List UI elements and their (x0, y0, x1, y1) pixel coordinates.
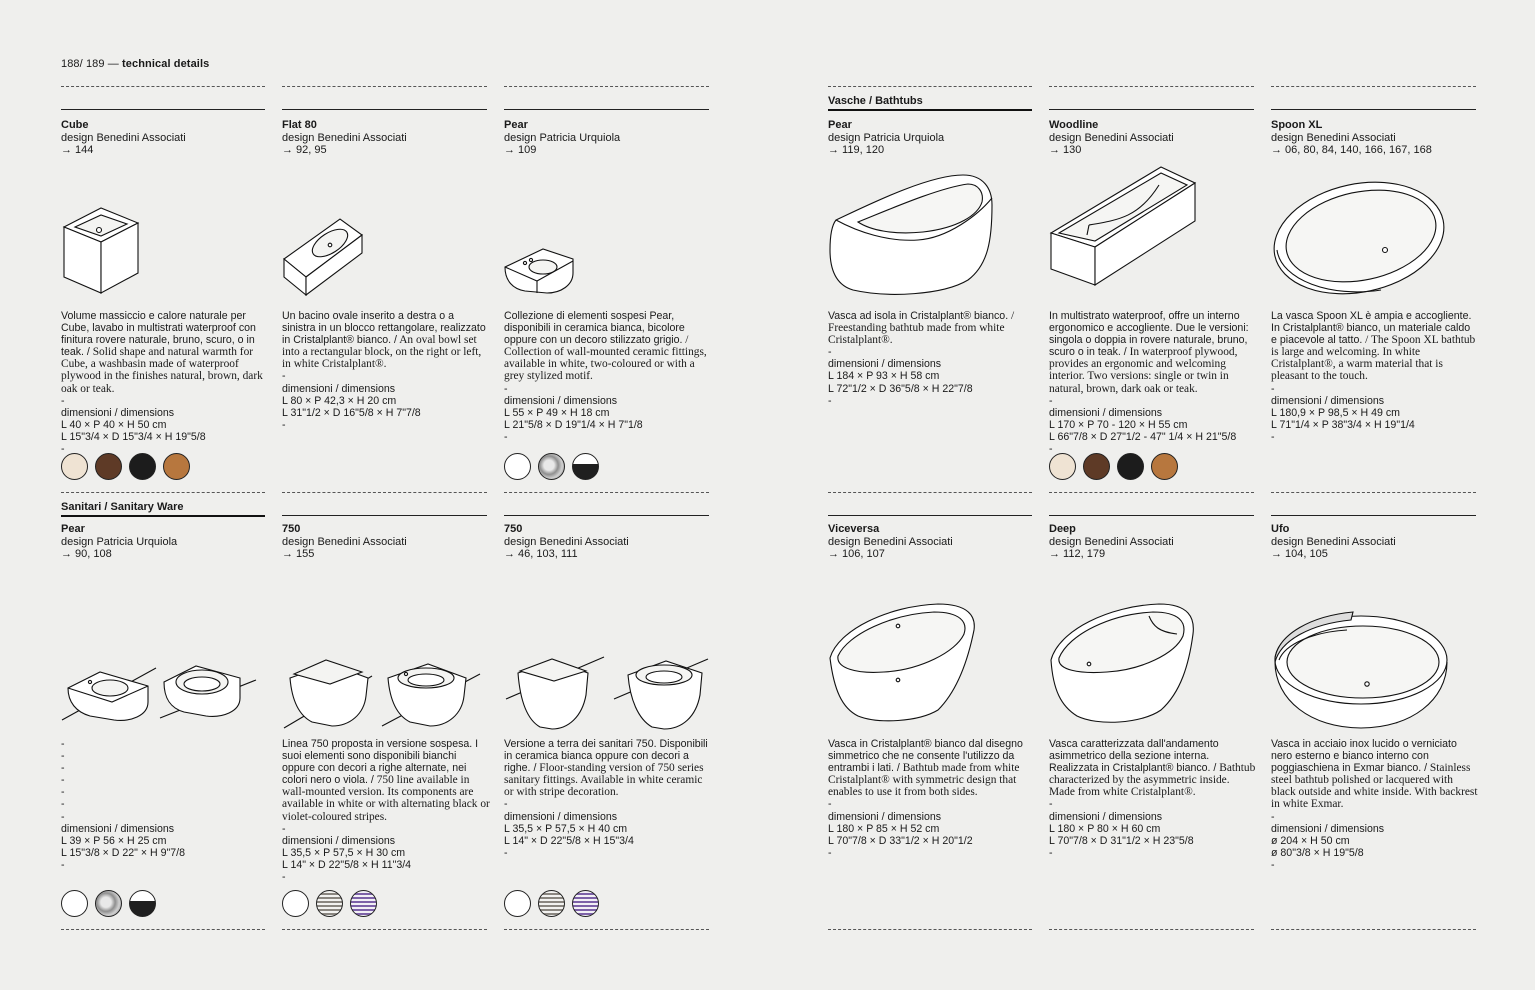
product-description (61, 310, 269, 455)
spec-line: L 31"1/2 × D 16"5/8 × H 7"7/8 (282, 406, 421, 419)
description-english: Stainless steel bathtub polished or lacquered with black outside and white inside. With backrest in white Exmar. (1271, 762, 1478, 811)
divider (504, 86, 709, 87)
page-reference: → 112, 179 (1049, 548, 1106, 560)
spec-line: - (504, 382, 508, 395)
finish-swatches (61, 890, 156, 917)
spec-line: L 70"7/8 × D 31"1/2 × H 23"5/8 (1049, 834, 1194, 847)
pear-washbasin-illustration (503, 245, 575, 295)
divider (504, 929, 709, 930)
swatch-dark[interactable] (1117, 453, 1144, 480)
spec-line: L 40 × P 40 × H 50 cm (61, 418, 167, 431)
spec-line: - (61, 750, 65, 763)
spec-line: - (61, 394, 65, 407)
page-reference: → 104, 105 (1271, 548, 1328, 560)
section-title-bathtubs: Vasche / Bathtubs (828, 95, 923, 107)
swatch-stripe-grey[interactable] (316, 890, 343, 917)
spec-line: ø 204 × H 50 cm (1271, 834, 1350, 847)
product-description (1049, 310, 1257, 455)
page-reference: → 46, 103, 111 (504, 548, 578, 560)
product-description (504, 738, 712, 859)
divider (828, 492, 1032, 493)
spec-line: L 14" × D 22"5/8 × H 15"3/4 (504, 834, 634, 847)
pear-sanitary-illustration (60, 658, 260, 724)
product-description (282, 310, 490, 431)
spec-line: ø 80"3/8 × H 19"5/8 (1271, 846, 1364, 859)
spec-line: - (61, 786, 65, 799)
product-designer: design Benedini Associati (282, 131, 407, 144)
description-italian: Volume massiccio e calore naturale per Cube, lavabo in multistrati waterproof con finitura rovere naturale, bruno, scuro, o in teak. / (61, 310, 256, 359)
product-name: Pear (61, 523, 85, 535)
swatch-white[interactable] (282, 890, 309, 917)
product-description (828, 738, 1036, 859)
spec-line: - (282, 418, 286, 431)
description-italian: Collezione di elementi sospesi Pear, disponibili in ceramica bianca, bicolore oppure con un decoro stilizzato grigio. (504, 310, 685, 347)
floor-sanitary-illustration (504, 655, 710, 733)
spec-line: L 15"3/4 × D 15"3/4 × H 19"5/8 (61, 430, 206, 443)
woodline-bathtub-illustration (1049, 165, 1197, 287)
viceversa-bathtub-illustration (828, 600, 978, 726)
product-description (1271, 310, 1479, 443)
spec-line: - (1271, 430, 1275, 443)
spec-line: L 15"3/8 × D 22" × H 9"7/8 (61, 846, 185, 859)
finish-swatches (282, 890, 377, 917)
spec-line: L 180,9 × P 98,5 × H 49 cm (1271, 406, 1400, 419)
description-italian: Vasca caratterizzata dall'andamento asimmetrico della sezione interna. Realizzata in Cristalplant® bianco. / (1049, 738, 1219, 775)
product-card (61, 119, 271, 157)
finish-swatches (504, 453, 599, 480)
description-english: An oval bowl set into a rectangular block, on the right or left, in white Cristalplant®. (282, 334, 482, 371)
spec-line: L 14" × D 22"5/8 × H 11"3/4 (282, 858, 412, 871)
description-italian: Linea 750 proposta in versione sospesa. I suoi elementi sono disponibili bianchi oppure con decori a righe alternate, nei colori nero o viola. / (282, 738, 479, 787)
spec-line: - (1271, 810, 1275, 823)
spec-line: dimensioni / dimensions (1271, 394, 1385, 407)
description-italian: Vasca in acciaio inox lucido o verniciato nero esterno e bianco interno con poggiaschiena in Exmar bianco. / (1271, 738, 1457, 775)
pear-bathtub-illustration (828, 170, 994, 300)
description-english: In waterproof plywood, provides an ergonomic and welcoming interior. Two versions: single or twin in natural, brown, dark oak or teak. (1049, 346, 1238, 395)
spec-line: L 180 × P 80 × H 60 cm (1049, 822, 1161, 835)
swatch-black-white[interactable] (572, 453, 599, 480)
spec-line: - (1049, 846, 1053, 859)
spec-line: dimensioni / dimensions (282, 382, 396, 395)
swatch-stripe-violet[interactable] (572, 890, 599, 917)
finish-swatches (1049, 453, 1178, 480)
swatch-white[interactable] (61, 890, 88, 917)
spec-line: L 70"7/8 × D 33"1/2 × H 20"1/2 (828, 834, 973, 847)
spec-line: dimensioni / dimensions (828, 810, 942, 823)
swatch-white[interactable] (504, 453, 531, 480)
description-english: Bathtub made from white Cristalplant® with symmetric design that enables to use it from both sides. (828, 762, 1020, 799)
section-rule (61, 515, 265, 517)
product-name: Flat 80 (282, 119, 317, 131)
divider (1271, 929, 1476, 930)
spec-line: L 35,5 × P 57,5 × H 40 cm (504, 822, 628, 835)
product-description (61, 738, 269, 871)
description-italian: Vasca ad isola in Cristalplant® bianco. (828, 310, 1009, 322)
page-header (61, 58, 209, 70)
rule (282, 109, 487, 110)
description-english: 750 line available in wall-mounted version. Its components are available in white or with alternating black or violet-coloured stripes. (282, 774, 490, 823)
product-name: Spoon XL (1271, 119, 1323, 131)
spec-line: L 184 × P 93 × H 58 cm (828, 370, 940, 383)
divider (282, 492, 487, 493)
flat-washbasin-illustration (282, 215, 364, 299)
rule (1271, 515, 1476, 516)
spec-line: - (828, 798, 832, 811)
product-card (1049, 523, 1259, 561)
spec-line: - (1049, 798, 1053, 811)
spec-line: - (504, 798, 508, 811)
description-english: / The Spoon XL bathtub is large and welcoming. In white Cristalplant®, a warm material that is pleasant to the touch. (1271, 334, 1476, 383)
product-name: Pear (504, 119, 528, 131)
spec-line: dimensioni / dimensions (61, 406, 175, 419)
divider (282, 929, 487, 930)
spec-line: dimensioni / dimensions (1049, 810, 1163, 823)
product-designer: design Benedini Associati (1049, 535, 1174, 548)
product-card (282, 119, 492, 157)
description-italian: Vasca in Cristalplant® bianco dal disegno simmetrico che ne consente l'utilizzo da entrambi i lati. / (828, 738, 1023, 775)
swatch-stripe-violet[interactable] (350, 890, 377, 917)
rule (1271, 109, 1476, 110)
product-name: Ufo (1271, 523, 1290, 535)
swatch-black-white[interactable] (129, 890, 156, 917)
product-description (504, 310, 712, 443)
spec-line: - (61, 443, 65, 456)
spec-line: - (61, 810, 65, 823)
spec-line: - (61, 774, 65, 787)
swatch-brown[interactable] (95, 453, 122, 480)
product-card (282, 523, 492, 561)
divider (828, 929, 1032, 930)
spec-line: L 21"5/8 × D 19"1/4 × H 7"1/8 (504, 418, 643, 431)
product-designer: design Benedini Associati (828, 535, 953, 548)
product-designer: design Benedini Associati (504, 535, 629, 548)
finish-swatches (504, 890, 599, 917)
spec-line: L 72"1/2 × D 36"5/8 × H 22"7/8 (828, 382, 973, 395)
spec-line: - (1049, 394, 1053, 407)
spec-line: - (828, 846, 832, 859)
spec-line: - (282, 871, 286, 884)
divider (61, 86, 265, 87)
product-card (504, 523, 714, 561)
spec-line: - (1049, 443, 1053, 456)
spoon-bathtub-illustration (1271, 180, 1447, 300)
page-reference: → 90, 108 (61, 548, 112, 560)
page-reference: → 144 (61, 144, 94, 156)
spec-line: - (61, 858, 65, 871)
page-reference: → 119, 120 (828, 144, 885, 156)
swatch-white[interactable] (504, 890, 531, 917)
spec-line: dimensioni / dimensions (504, 394, 618, 407)
swatch-stripe-grey[interactable] (538, 890, 565, 917)
description-italian: Un bacino ovale inserito a destra o a sinistra in un blocco rettangolare, realizzato in Cristalplant® bianco. / (282, 310, 486, 347)
section-rule (828, 109, 1032, 111)
product-card (828, 119, 1038, 157)
page-reference: → 109 (504, 144, 537, 156)
product-card (61, 523, 271, 561)
description-italian: La vasca Spoon XL è ampia e accogliente. In Cristalplant® bianco, un materiale caldo e piacevole al tatto. (1271, 310, 1472, 347)
product-designer: design Benedini Associati (282, 535, 407, 548)
swatch-teak[interactable] (163, 453, 190, 480)
description-english: Bathtub characterized by the asymmetric inside. Made from white Cristalplant®. (1049, 762, 1256, 799)
description-english: Floor-standing version of 750 series sanitary fittings. Available in white ceramic or with stripe decoration. (504, 762, 704, 799)
spec-line: L 39 × P 56 × H 25 cm (61, 834, 167, 847)
description-english: / Freestanding bathtub made from white Cristalplant®. (828, 310, 1015, 347)
rule (828, 515, 1032, 516)
cube-washbasin-illustration (61, 205, 141, 295)
rule (1049, 515, 1254, 516)
product-designer: design Benedini Associati (1271, 131, 1396, 144)
swatch-grey-marble[interactable] (538, 453, 565, 480)
product-name: Woodline (1049, 119, 1099, 131)
product-name: Viceversa (828, 523, 880, 535)
spec-line: - (61, 738, 65, 750)
wall-sanitary-illustration (282, 656, 482, 732)
rule (1049, 109, 1254, 110)
product-description (1049, 738, 1257, 859)
product-card (1271, 523, 1481, 561)
product-card (828, 523, 1038, 561)
spec-line: L 66"7/8 × D 27"1/2 - 47" 1/4 × H 21"5/8 (1049, 430, 1237, 443)
page-reference: → 06, 80, 84, 140, 166, 167, 168 (1271, 144, 1432, 156)
product-designer: design Patricia Urquiola (828, 131, 945, 144)
swatch-oak[interactable] (61, 453, 88, 480)
spec-line: dimensioni / dimensions (1049, 406, 1163, 419)
product-card (1049, 119, 1259, 157)
divider (828, 86, 1032, 87)
page-reference: → 155 (282, 548, 315, 560)
product-designer: design Benedini Associati (1049, 131, 1174, 144)
swatch-teak[interactable] (1151, 453, 1178, 480)
divider (504, 492, 709, 493)
deep-bathtub-illustration (1049, 600, 1197, 728)
spec-line: - (828, 394, 832, 407)
product-name: Pear (828, 119, 852, 131)
spec-line: L 55 × P 49 × H 18 cm (504, 406, 610, 419)
spec-line: L 35,5 × P 57,5 × H 30 cm (282, 846, 406, 859)
page-numbers: 188/ 189 — (61, 58, 119, 70)
divider (61, 929, 265, 930)
spec-line: - (61, 798, 65, 811)
product-name: 750 (504, 523, 523, 535)
divider (1271, 492, 1476, 493)
description-italian: In multistrato waterproof, offre un interno ergonomico e accogliente. Due le versioni: singola o doppia in rovere naturale, bruno, scuro o in teak. / (1049, 310, 1249, 359)
product-name: Cube (61, 119, 89, 131)
rule (61, 109, 265, 110)
spec-line: dimensioni / dimensions (1271, 822, 1385, 835)
description-english: Solid shape and natural warmth for Cube, a washbasin made of waterproof plywood in the finishes natural, brown, dark oak or teak. (61, 346, 263, 395)
swatch-grey-marble[interactable] (95, 890, 122, 917)
spec-line: - (61, 762, 65, 775)
spec-line: dimensioni / dimensions (828, 358, 942, 371)
finish-swatches (61, 453, 190, 480)
spec-line: - (1271, 858, 1275, 871)
divider (1049, 492, 1254, 493)
product-card (504, 119, 714, 157)
spec-line: - (282, 822, 286, 835)
spec-line: L 80 × P 42,3 × H 20 cm (282, 394, 397, 407)
page-reference: → 92, 95 (282, 144, 327, 156)
divider (1271, 86, 1476, 87)
product-name: 750 (282, 523, 301, 535)
divider (1049, 86, 1254, 87)
page-title: technical details (122, 58, 210, 70)
ufo-bathtub-illustration (1271, 610, 1449, 730)
spec-line: - (282, 370, 286, 383)
product-name: Deep (1049, 523, 1076, 535)
spec-line: - (1271, 382, 1275, 395)
product-designer: design Patricia Urquiola (504, 131, 621, 144)
swatch-brown[interactable] (1083, 453, 1110, 480)
divider (282, 86, 487, 87)
product-description (828, 310, 1036, 407)
rule (504, 109, 709, 110)
divider (1049, 929, 1254, 930)
description-english: / Collection of wall-mounted ceramic fittings, available in white, two-coloured or with a grey stylized motif. (504, 334, 707, 383)
product-designer: design Benedini Associati (61, 131, 186, 144)
description-italian: Versione a terra dei sanitari 750. Disponibili in ceramica bianca oppure con decori a righe. / (504, 738, 708, 775)
divider (61, 492, 265, 493)
spec-line: L 180 × P 85 × H 52 cm (828, 822, 940, 835)
swatch-oak[interactable] (1049, 453, 1076, 480)
spec-line: dimensioni / dimensions (282, 834, 396, 847)
spec-line: - (504, 430, 508, 443)
product-description (282, 738, 490, 883)
section-title-sanitary: Sanitari / Sanitary Ware (61, 501, 184, 513)
product-designer: design Patricia Urquiola (61, 535, 178, 548)
swatch-dark[interactable] (129, 453, 156, 480)
product-designer: design Benedini Associati (1271, 535, 1396, 548)
page-reference: → 130 (1049, 144, 1082, 156)
spec-line: L 170 × P 70 - 120 × H 55 cm (1049, 418, 1188, 431)
spec-line: - (828, 346, 832, 359)
rule (282, 515, 487, 516)
page-reference: → 106, 107 (828, 548, 885, 560)
spec-line: dimensioni / dimensions (504, 810, 618, 823)
product-description (1271, 738, 1479, 871)
spec-line: dimensioni / dimensions (61, 822, 175, 835)
product-card (1271, 119, 1481, 157)
spec-line: L 71"1/4 × P 38"3/4 × H 19"1/4 (1271, 418, 1415, 431)
rule (504, 515, 709, 516)
spec-line: - (504, 846, 508, 859)
